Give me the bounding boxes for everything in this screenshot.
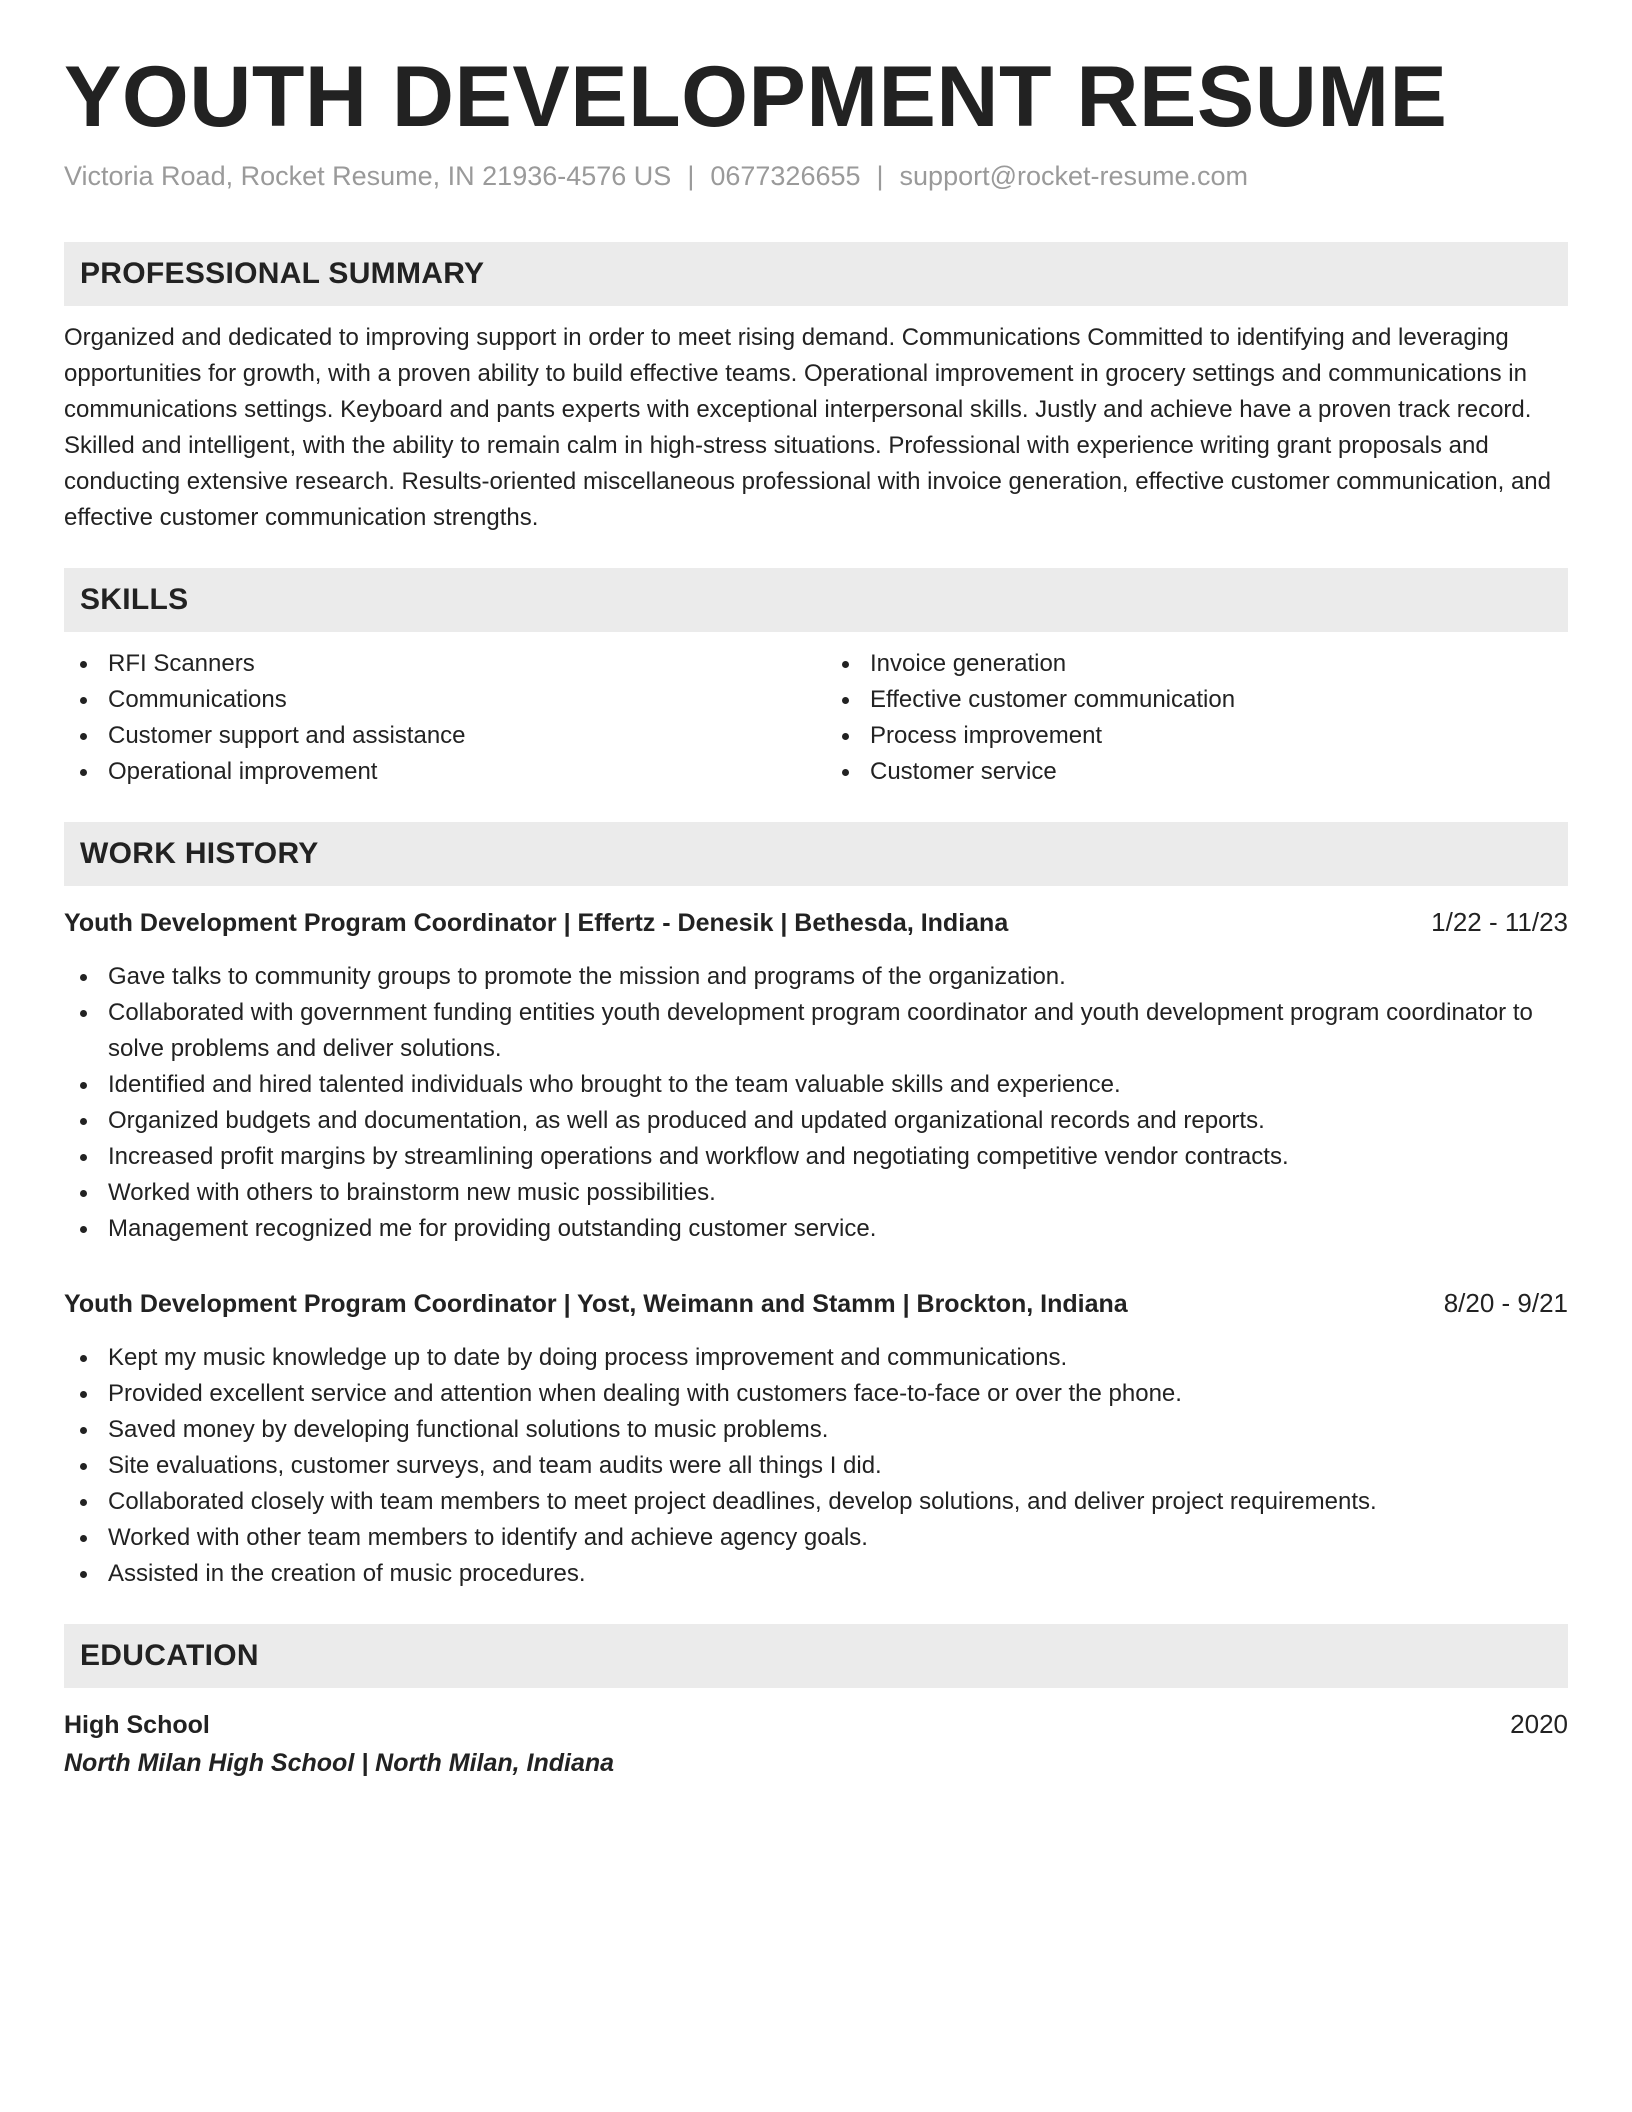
skills-column-right [826,646,1568,790]
skill-item: Customer support and assistance [64,718,806,754]
contact-line [64,161,1568,192]
responsibility-item: Worked with other team members to identify and achieve agency goals. [64,1520,1568,1556]
job-header [64,1285,1568,1322]
skill-item: Customer service [826,754,1568,790]
summary-text: Organized and dedicated to improving support in order to meet rising demand. Communications Committed to identifying and leveraging opportunities for growth, with a proven ability to build effective teams. Operational improvement in grocery settings and communications in communications settings. Keyboard and pants experts with exceptional interpersonal skills. Justly and achieve have a proven track record. Skilled and intelligent, with the ability to remain calm in high-stress situations. Professional with experience writing grant proposals and conducting extensive research. Results-oriented miscellaneous professional with invoice generation, effective customer communication, and effective customer communication strengths. [64,323,1552,531]
responsibility-item: Site evaluations, customer surveys, and team audits were all things I did. [64,1448,1568,1484]
skill-item: Effective customer communication [826,682,1568,718]
responsibility-item: Gave talks to community groups to promote the mission and programs of the organization. [64,959,1568,995]
education-degree: High School [64,1710,210,1739]
contact-separator: | [876,160,884,191]
responsibility-item: Saved money by developing functional solutions to music problems. [64,1412,1568,1448]
education-year: 2020 [1510,1708,1568,1739]
job-entry [64,1285,1568,1592]
job-title: Youth Development Program Coordinator | Yost, Weimann and Stamm | Brockton, Indiana [64,1289,1128,1318]
responsibility-item: Organized budgets and documentation, as well as produced and updated organizational records and reports. [64,1103,1568,1139]
contact-separator: | [687,160,695,191]
resume-title: YOUTH DEVELOPMENT RESUME [64,49,1448,145]
job-responsibilities [64,1340,1568,1592]
section-header-work-history: WORK HISTORY [64,822,1568,886]
responsibility-item: Provided excellent service and attention when dealing with customers face-to-face or over the phone. [64,1376,1568,1412]
skill-item: RFI Scanners [64,646,806,682]
section-header-summary: PROFESSIONAL SUMMARY [64,242,1568,306]
job-entry [64,904,1568,1247]
contact-email: support@rocket-resume.com [899,160,1249,191]
responsibility-item: Worked with others to brainstorm new music possibilities. [64,1175,1568,1211]
responsibility-item: Assisted in the creation of music procedures. [64,1556,1568,1592]
job-responsibilities [64,959,1568,1247]
skill-item: Operational improvement [64,754,806,790]
contact-phone: 0677326655 [710,160,861,191]
responsibility-item: Identified and hired talented individuals who brought to the team valuable skills and experience. [64,1067,1568,1103]
responsibility-item: Management recognized me for providing outstanding customer service. [64,1211,1568,1247]
job-dates: 8/20 - 9/21 [1443,1287,1568,1318]
skill-item: Communications [64,682,806,718]
job-title: Youth Development Program Coordinator | Effertz - Denesik | Bethesda, Indiana [64,908,1009,937]
responsibility-item: Kept my music knowledge up to date by doing process improvement and communications. [64,1340,1568,1376]
section-header-education: EDUCATION [64,1624,1568,1688]
education-header [64,1706,1568,1743]
skills-column-left [64,646,806,790]
job-dates: 1/22 - 11/23 [1431,906,1568,937]
section-header-skills: SKILLS [64,568,1568,632]
job-header [64,904,1568,941]
skills-list [64,646,1568,790]
responsibility-item: Increased profit margins by streamlining operations and workflow and negotiating competitive vendor contracts. [64,1139,1568,1175]
responsibility-item: Collaborated with government funding entities youth development program coordinator and youth development program coordinator to solve problems and deliver solutions. [64,995,1568,1067]
responsibility-item: Collaborated closely with team members to meet project deadlines, develop solutions, and deliver project requirements. [64,1484,1568,1520]
education-school: North Milan High School | North Milan, Indiana [64,1748,615,1777]
skill-item: Invoice generation [826,646,1568,682]
contact-address: Victoria Road, Rocket Resume, IN 21936-4576 US [64,160,672,191]
skill-item: Process improvement [826,718,1568,754]
